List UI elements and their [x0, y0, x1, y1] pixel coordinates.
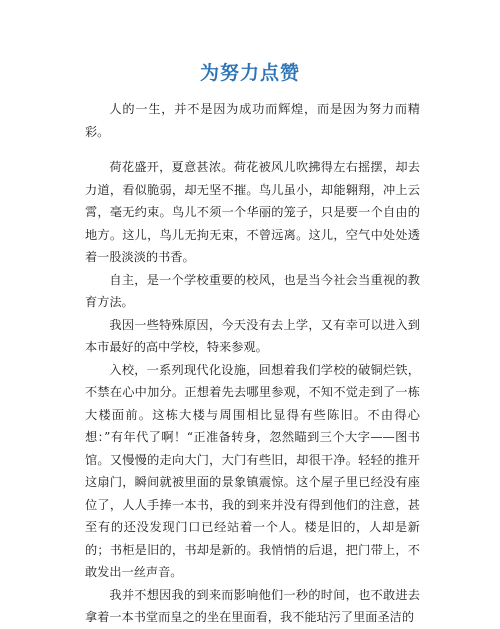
paragraph: 我因一些特殊原因，今天没有去上学，又有幸可以进入到本市最好的高中学校，特来参观。 — [85, 317, 420, 354]
paragraph: 自主，是一个学校重要的校风，也是当今社会当重视的教育方法。 — [85, 272, 420, 309]
document-title: 为努力点赞 — [199, 62, 300, 84]
paragraph: 荷花盛开，夏意甚浓。荷花被风儿吹拂得左右摇摆，却去力道，看似脆弱，却无坚不摧。鸟儿虽小，却能翱翔，冲上云霄，毫无约束。鸟儿不须一个华丽的笼子，只是要一个自由的地方。这儿，鸟儿无拘无束，不曾远离。这儿，空气中处处透着一股淡淡的书香。 — [85, 160, 420, 264]
paragraph: 我并不想因我的到来而影响他们一秒的时间，也不敢进去拿着一本书堂而皇之的坐在里面看，我不能玷污了里面圣洁的 — [85, 587, 420, 624]
paragraph: 人的一生，并不是因为成功而辉煌，而是因为努力而精彩。 — [85, 102, 420, 139]
document-body — [85, 98, 420, 629]
paragraph: 入校，一系列现代化设施，回想着我们学校的破铜烂铁，不禁在心中加分。正想着先去哪里参观，不知不觉走到了一栋大楼面前。这栋大楼与周围相比显得有些陈旧。不由得心想：”有年代了啊！“正准备转身，忽然瞄到三个大字——图书馆。又慢慢的走向大门，大门有些旧，却很干净。轻轻的推开这扇门，瞬间就被里面的景象镇震惊。这个屋子里已经没有座位了，人人手捧一本书，我的到来并没有得到他们的注意，甚至有的还没发现门口已经站着一个人。楼是旧的，人却是新的；书柜是旧的，书却是新的。我悄悄的后退，把门带上，不敢发出一丝声音。 — [85, 362, 420, 579]
